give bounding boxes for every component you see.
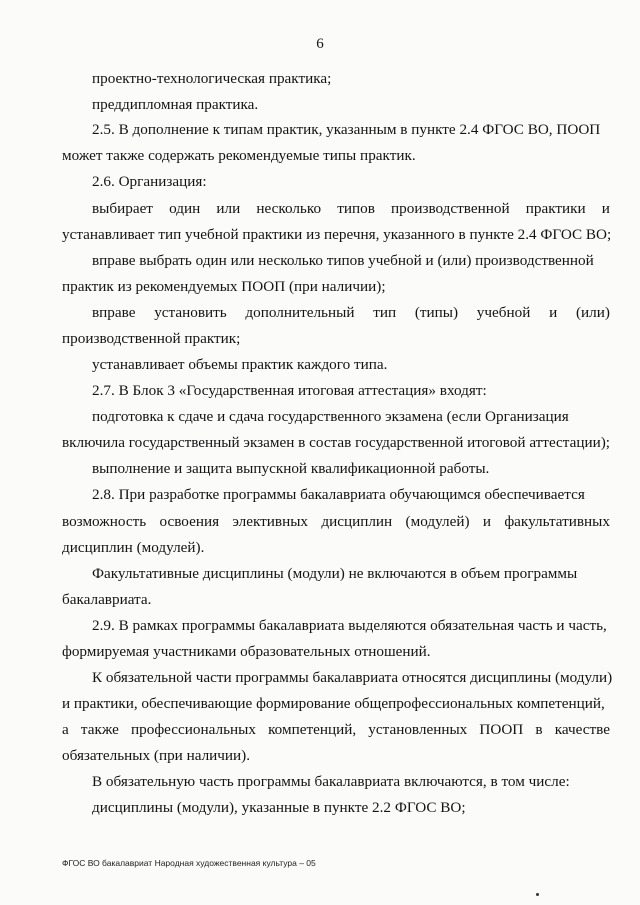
- text-line: проектно-технологическая практика;: [92, 70, 332, 87]
- word: дополнительный: [245, 304, 355, 321]
- text-line: и практики, обеспечивающие формирование общепрофессиональных компетенций,: [62, 695, 605, 712]
- text-line: выполнение и защита выпускной квалификационной работы.: [92, 460, 490, 477]
- word: профессиональных: [131, 721, 256, 738]
- word: ПООП: [479, 721, 524, 738]
- word: установить: [154, 304, 227, 321]
- word: учебной: [476, 304, 531, 321]
- text-line: 2.9. В рамках программы бакалавриата выделяются обязательная часть и часть,: [92, 617, 607, 634]
- text-line: вправе выбрать один или несколько типов учебной и (или) производственной: [92, 252, 594, 269]
- page-number: 6: [316, 36, 324, 52]
- word: установленных: [368, 721, 468, 738]
- word: (типы): [414, 304, 459, 321]
- word: элективных: [232, 513, 309, 530]
- word: (модулей): [405, 513, 470, 530]
- word: факультативных: [504, 513, 610, 530]
- justified-line: [62, 196, 610, 222]
- text-line: 2.6. Организация:: [92, 173, 207, 190]
- footer-text: ФГОС ВО бакалавриат Народная художественная культура – 05: [62, 858, 316, 868]
- word: компетенций,: [268, 721, 357, 738]
- text-line: бакалавриата.: [62, 591, 152, 608]
- text-line: дисциплины (модули), указанные в пункте 2.2 ФГОС ВО;: [92, 799, 466, 816]
- word: и: [601, 200, 610, 217]
- justified-line: [62, 509, 610, 535]
- word: (или): [575, 304, 610, 321]
- word: а: [62, 721, 69, 738]
- text-line: производственной практик;: [62, 330, 241, 347]
- text-line: устанавливает объемы практик каждого типа.: [92, 356, 388, 373]
- text-line: формируемая участниками образовательных отношений.: [62, 643, 431, 660]
- text-line: 2.5. В дополнение к типам практик, указанным в пункте 2.4 ФГОС ВО, ПООП: [92, 121, 601, 138]
- text-line: преддипломная практика.: [92, 96, 259, 113]
- word: освоения: [159, 513, 220, 530]
- justified-line: [62, 717, 610, 743]
- word: тип: [373, 304, 397, 321]
- word: производственной: [391, 200, 510, 217]
- word: и: [482, 513, 491, 530]
- word: дисциплин: [321, 513, 393, 530]
- text-line: 2.7. В Блок 3 «Государственная итоговая аттестация» входят:: [92, 382, 487, 399]
- text-line: дисциплин (модулей).: [62, 539, 205, 556]
- word: и: [549, 304, 558, 321]
- word: или: [216, 200, 241, 217]
- word: качестве: [554, 721, 610, 738]
- text-line: устанавливает тип учебной практики из перечня, указанного в пункте 2.4 ФГОС ВО;: [62, 226, 612, 243]
- scan-dot: [536, 893, 539, 896]
- word: несколько: [256, 200, 322, 217]
- text-line: обязательных (при наличии).: [62, 747, 251, 764]
- word: практики: [525, 200, 586, 217]
- text-line: Факультативные дисциплины (модули) не включаются в объем программы: [92, 565, 578, 582]
- text-line: практик из рекомендуемых ПООП (при наличии);: [62, 278, 386, 295]
- word: выбирает: [92, 200, 153, 217]
- justified-line: [62, 300, 610, 326]
- text-line: В обязательную часть программы бакалавриата включаются, в том числе:: [92, 773, 570, 790]
- word: в: [535, 721, 543, 738]
- text-line: подготовка к сдаче и сдача государственного экзамена (если Организация: [92, 408, 569, 425]
- text-line: включила государственный экзамен в состав государственной итоговой аттестации);: [62, 434, 611, 451]
- word: возможность: [62, 513, 147, 530]
- word: вправе: [92, 304, 136, 321]
- text-line: К обязательной части программы бакалавриата относятся дисциплины (модули): [92, 669, 613, 686]
- word: один: [169, 200, 201, 217]
- word: также: [80, 721, 119, 738]
- word: типов: [337, 200, 375, 217]
- text-line: 2.8. При разработке программы бакалавриата обучающимся обеспечивается: [92, 486, 585, 503]
- text-line: может также содержать рекомендуемые типы практик.: [62, 147, 416, 164]
